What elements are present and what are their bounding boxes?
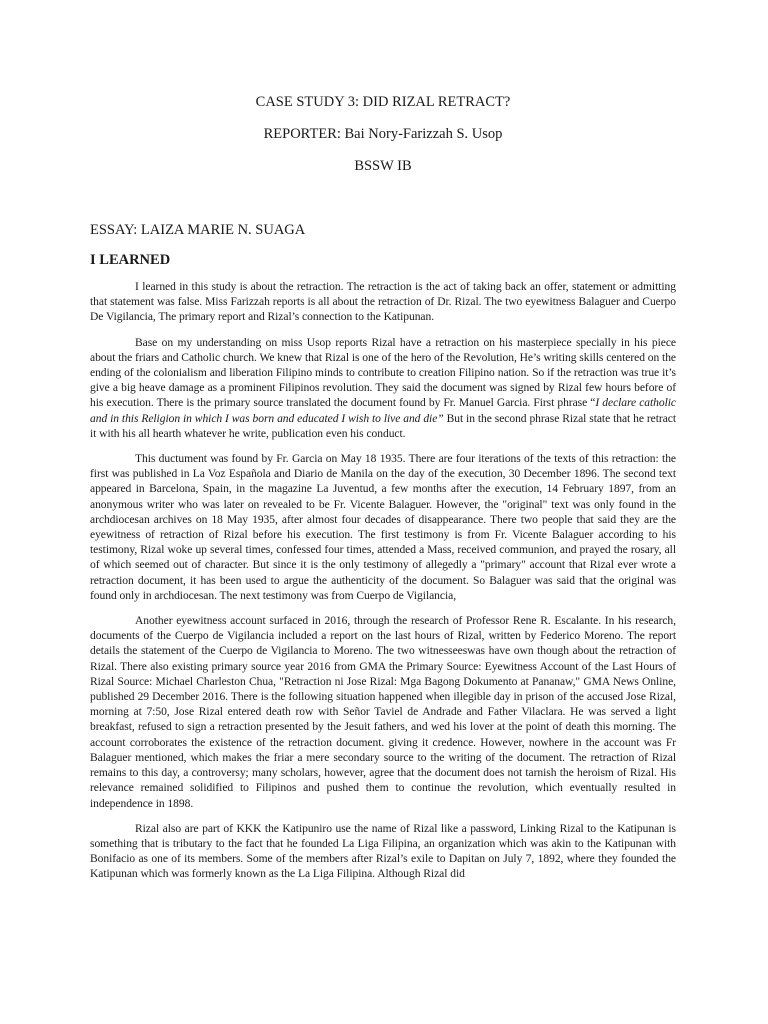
paragraph-2-quote: I declare catholic and in this Religion in which I was born and educated I wish to live and die” bbox=[90, 397, 677, 425]
paragraph-2-text-end: But in the second phrase Rizal state that he retract it with his all hearth whatever he write, publication even his conduct. bbox=[90, 412, 676, 440]
section-heading: I LEARNED bbox=[90, 252, 171, 268]
essay-author: ESSAY: LAIZA MARIE N. SUAGA bbox=[90, 222, 306, 238]
document-page bbox=[90, 92, 676, 883]
paragraph-2-text: Base on my understanding on miss Usop reports Rizal have a retraction on his masterpiece specially in his piece about the friars and Catholic church. We knew that Rizal is one of the hero of the Revolution, He’s writing skills centered on the ending of the colonialism and liberation Filipino minds to contribute to creation Filipino nation. So if the retraction was true it’s give a big heave damage as a prominent Filipinos revolution. They said the document was signed by Rizal few hours before of his execution. There is the primary source translated the document found by Fr. Manuel Garcia. First phrase “ bbox=[90, 336, 676, 410]
paragraph-2 bbox=[90, 336, 676, 442]
section-line: BSSW IB bbox=[354, 158, 412, 174]
paragraph-4: Another eyewitness account surfaced in 2016, through the research of Professor Rene R. Escalante. In his research, documents of the Cuerpo de Vigilancia included a report on the last hours of Rizal, written by Federico Moreno. The report details the statement of the Cuerpo de Vigilancia to Moreno. The two witnesseeswas have own though about the retraction of Rizal. There also existing primary source year 2016 from GMA the Primary Source: Eyewitness Account of the Last Hours of Rizal Source: Michael Charleston Chua, "Retraction ni Jose Rizal: Mga Bagong Dokumento at Pananaw," GMA News Online, published 29 December 2016. There is the following situation happened when illegible day in prison of the accused Jose Rizal, morning at 7:50, Jose Rizal entered death row with Señor Taviel de Andrade and Father Vilaclara. He was served a light breakfast, refused to sign a retraction presented by the Jesuit fathers, and wed his lover at the point of death this morning. The account corroborates the existence of the retraction document. giving it credence. However, nowhere in the account was Fr Balaguer mentioned, which makes the friar a mere secondary source to the writing of the document. The retraction of Rizal remains to this day, a controversy; many scholars, however, agree that the document does not tarnish the heroism of Rizal. His relevance remained solidified to Filipinos and pushed them to continue the revolution, which eventually resulted in independence in 1898. bbox=[90, 615, 676, 810]
reporter-line: REPORTER: Bai Nory-Farizzah S. Usop bbox=[263, 126, 503, 142]
case-study-title: CASE STUDY 3: DID RIZAL RETRACT? bbox=[255, 94, 511, 110]
paragraph-3: This ductument was found by Fr. Garcia on May 18 1935. There are four iterations of the texts of this retraction: the first was published in La Voz Española and Diario de Manila on the day of the execution, 30 December 1896. The second text appeared in Barcelona, Spain, in the magazine La Juventud, a few months after the execution, 14 February 1897, from an anonymous writer who was later on revealed to be Fr. Vicente Balaguer. However, the "original" text was only found in the archdiocesan archives on 18 May 1935, after almost four decades of disappearance. There two people that said they are the eyewitness of retraction of Rizal before his execution. The first testimony is from Fr. Vicente Balaguer according to his testimony, Rizal woke up several times, confessed four times, attended a Mass, received communion, and prayed the rosary, all of which seemed out of character. But since it is the only testimony of allegedly a "primary" account that Rizal ever wrote a retraction document, it has been used to argue the authenticity of the document. So Balaguer was said that the original was found only in archdiocesan. The next testimony was from Cuerpo de Vigilancia, bbox=[90, 453, 676, 602]
paragraph-1: I learned in this study is about the retraction. The retraction is the act of taking back an offer, statement or admitting that statement was false. Miss Farizzah reports is all about the retraction of Dr. Rizal. The two eyewitness Balaguer and Cuerpo De Vigilancia, The primary report and Rizal’s connection to the Katipunan. bbox=[90, 281, 676, 324]
paragraph-5: Rizal also are part of KKK the Katipuniro use the name of Rizal like a password, Linking Rizal to the Katipunan is something that is tributary to the fact that he founded La Liga Filipina, an organization which was akin to the Katipunan with Bonifacio as one of its members. Some of the members after Rizal’s exile to Dapitan on July 7, 1892, where they founded the Katipunan which was formerly known as the La Liga Filipina. Although Rizal did bbox=[90, 822, 676, 881]
